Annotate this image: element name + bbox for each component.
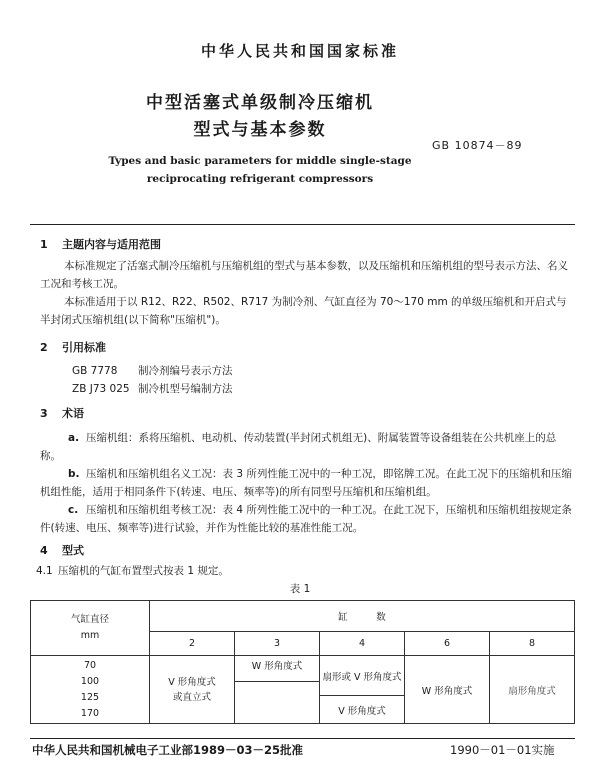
section-number: 2 bbox=[40, 341, 48, 354]
section-title: 型式 bbox=[62, 544, 84, 557]
country-standard-heading: 中华人民共和国国家标准 bbox=[200, 42, 399, 60]
layout-cell-6-cyl: W 形角度式 bbox=[405, 656, 490, 724]
reference-title: 制冷机型号编制方法 bbox=[138, 383, 233, 395]
section-number: 1 bbox=[40, 238, 48, 251]
clause-text: 压缩机的气缸布置型式按表 1 规定。 bbox=[58, 565, 229, 577]
section-3-heading bbox=[40, 405, 84, 421]
cylinder-count: 3 bbox=[235, 631, 320, 655]
layout-cell-8-cyl: 扇形角度式 bbox=[490, 656, 575, 724]
section-1-paragraph-2: 本标准适用于以 R12、R22、R502、R717 为制冷剂、气缸直径为 70～170 mm 的单级压缩机和开启式与半封闭式压缩机组(以下简称"压缩机")。 bbox=[40, 296, 567, 326]
cylinder-count: 6 bbox=[405, 631, 490, 655]
reference-item bbox=[72, 363, 233, 378]
term-label: b. bbox=[68, 468, 80, 480]
diameter-header-cell bbox=[31, 601, 150, 656]
standard-number: GB 10874－89 bbox=[432, 139, 523, 152]
diameter-values-cell bbox=[31, 656, 150, 724]
approval-line: 中华人民共和国机械电子工业部1989－03－25批准 bbox=[32, 743, 304, 757]
document-title-line1: 中型活塞式单级制冷压缩机 bbox=[146, 93, 374, 113]
term-label: c. bbox=[68, 504, 79, 516]
diameter-unit: mm bbox=[80, 630, 100, 641]
section-1-heading bbox=[40, 236, 161, 252]
document-title-line2: 型式与基本参数 bbox=[193, 120, 327, 140]
section-title: 引用标准 bbox=[62, 341, 106, 354]
section-title: 主题内容与适用范围 bbox=[62, 238, 161, 251]
section-4-heading bbox=[40, 542, 84, 558]
term-text: 压缩机和压缩机组名义工况：表 3 所列性能工况中的一种工况，即铭牌工况。在此工况下的压缩机和压缩机组性能，适用于相同条件下(转速、电压、频率等)的所有同型号压缩机和压缩机组。 bbox=[40, 468, 572, 498]
layout-cell-4-cyl-lower: V 形角度式 bbox=[320, 696, 405, 724]
term-label: a. bbox=[68, 432, 80, 444]
reference-code: GB 7778 bbox=[72, 365, 118, 377]
term-text: 压缩机和压缩机组考核工况：表 4 所列性能工况中的一种工况。在此工况下，压缩机和压缩机组按规定条件(转速、电压、频率等)进行试验，并作为性能比较的基准性能工况。 bbox=[40, 504, 572, 534]
reference-title: 制冷剂编号表示方法 bbox=[138, 365, 233, 377]
term-item-a bbox=[40, 429, 575, 465]
cylinder-count: 4 bbox=[320, 631, 405, 655]
clause-4-1 bbox=[36, 563, 229, 578]
section-title: 术语 bbox=[62, 407, 84, 420]
term-item-b bbox=[40, 465, 575, 501]
diameter-value: 125 bbox=[80, 691, 100, 703]
section-number: 4 bbox=[40, 544, 48, 557]
table-caption: 表 1 bbox=[289, 583, 311, 595]
english-title-line2: reciprocating refrigerant compressors bbox=[146, 173, 374, 185]
diameter-value: 100 bbox=[80, 675, 100, 687]
diameter-value: 70 bbox=[83, 659, 97, 671]
clause-number: 4.1 bbox=[36, 565, 53, 577]
diameter-value: 170 bbox=[80, 707, 100, 719]
reference-item bbox=[72, 381, 233, 396]
layout-cell-2-cyl: V 形角度式 或直立式 bbox=[150, 656, 235, 724]
reference-code: ZB J73 025 bbox=[72, 383, 130, 395]
cylinder-count: 2 bbox=[150, 631, 235, 655]
header-divider bbox=[30, 224, 575, 225]
footer-divider bbox=[30, 738, 575, 739]
diameter-header: 气缸直径 bbox=[70, 614, 109, 625]
cylinder-layout-table bbox=[30, 600, 575, 724]
section-1-paragraph-1: 本标准规定了活塞式制冷压缩机与压缩机组的型式与基本参数，以及压缩机和压缩机组的型号表示方法、名义工况和考核工况。 bbox=[40, 260, 568, 290]
section-number: 3 bbox=[40, 407, 48, 420]
cylinder-count: 8 bbox=[490, 631, 575, 655]
layout-cell-3-cyl-empty bbox=[235, 682, 320, 724]
section-2-heading bbox=[40, 339, 106, 355]
term-item-c bbox=[40, 501, 575, 537]
english-title-line1: Types and basic parameters for middle single-stage bbox=[108, 155, 412, 167]
layout-cell-3-cyl: W 形角度式 bbox=[235, 656, 320, 682]
effective-date: 1990－01－01实施 bbox=[450, 743, 555, 757]
cylinders-header: 缸 数 bbox=[150, 601, 575, 632]
term-text: 压缩机组：系将压缩机、电动机、传动装置(半封闭式机组无)、附属装置等设备组装在公共机座上的总称。 bbox=[40, 432, 557, 462]
layout-cell-4-cyl-upper: 扇形或 V 形角度式 bbox=[320, 656, 405, 696]
